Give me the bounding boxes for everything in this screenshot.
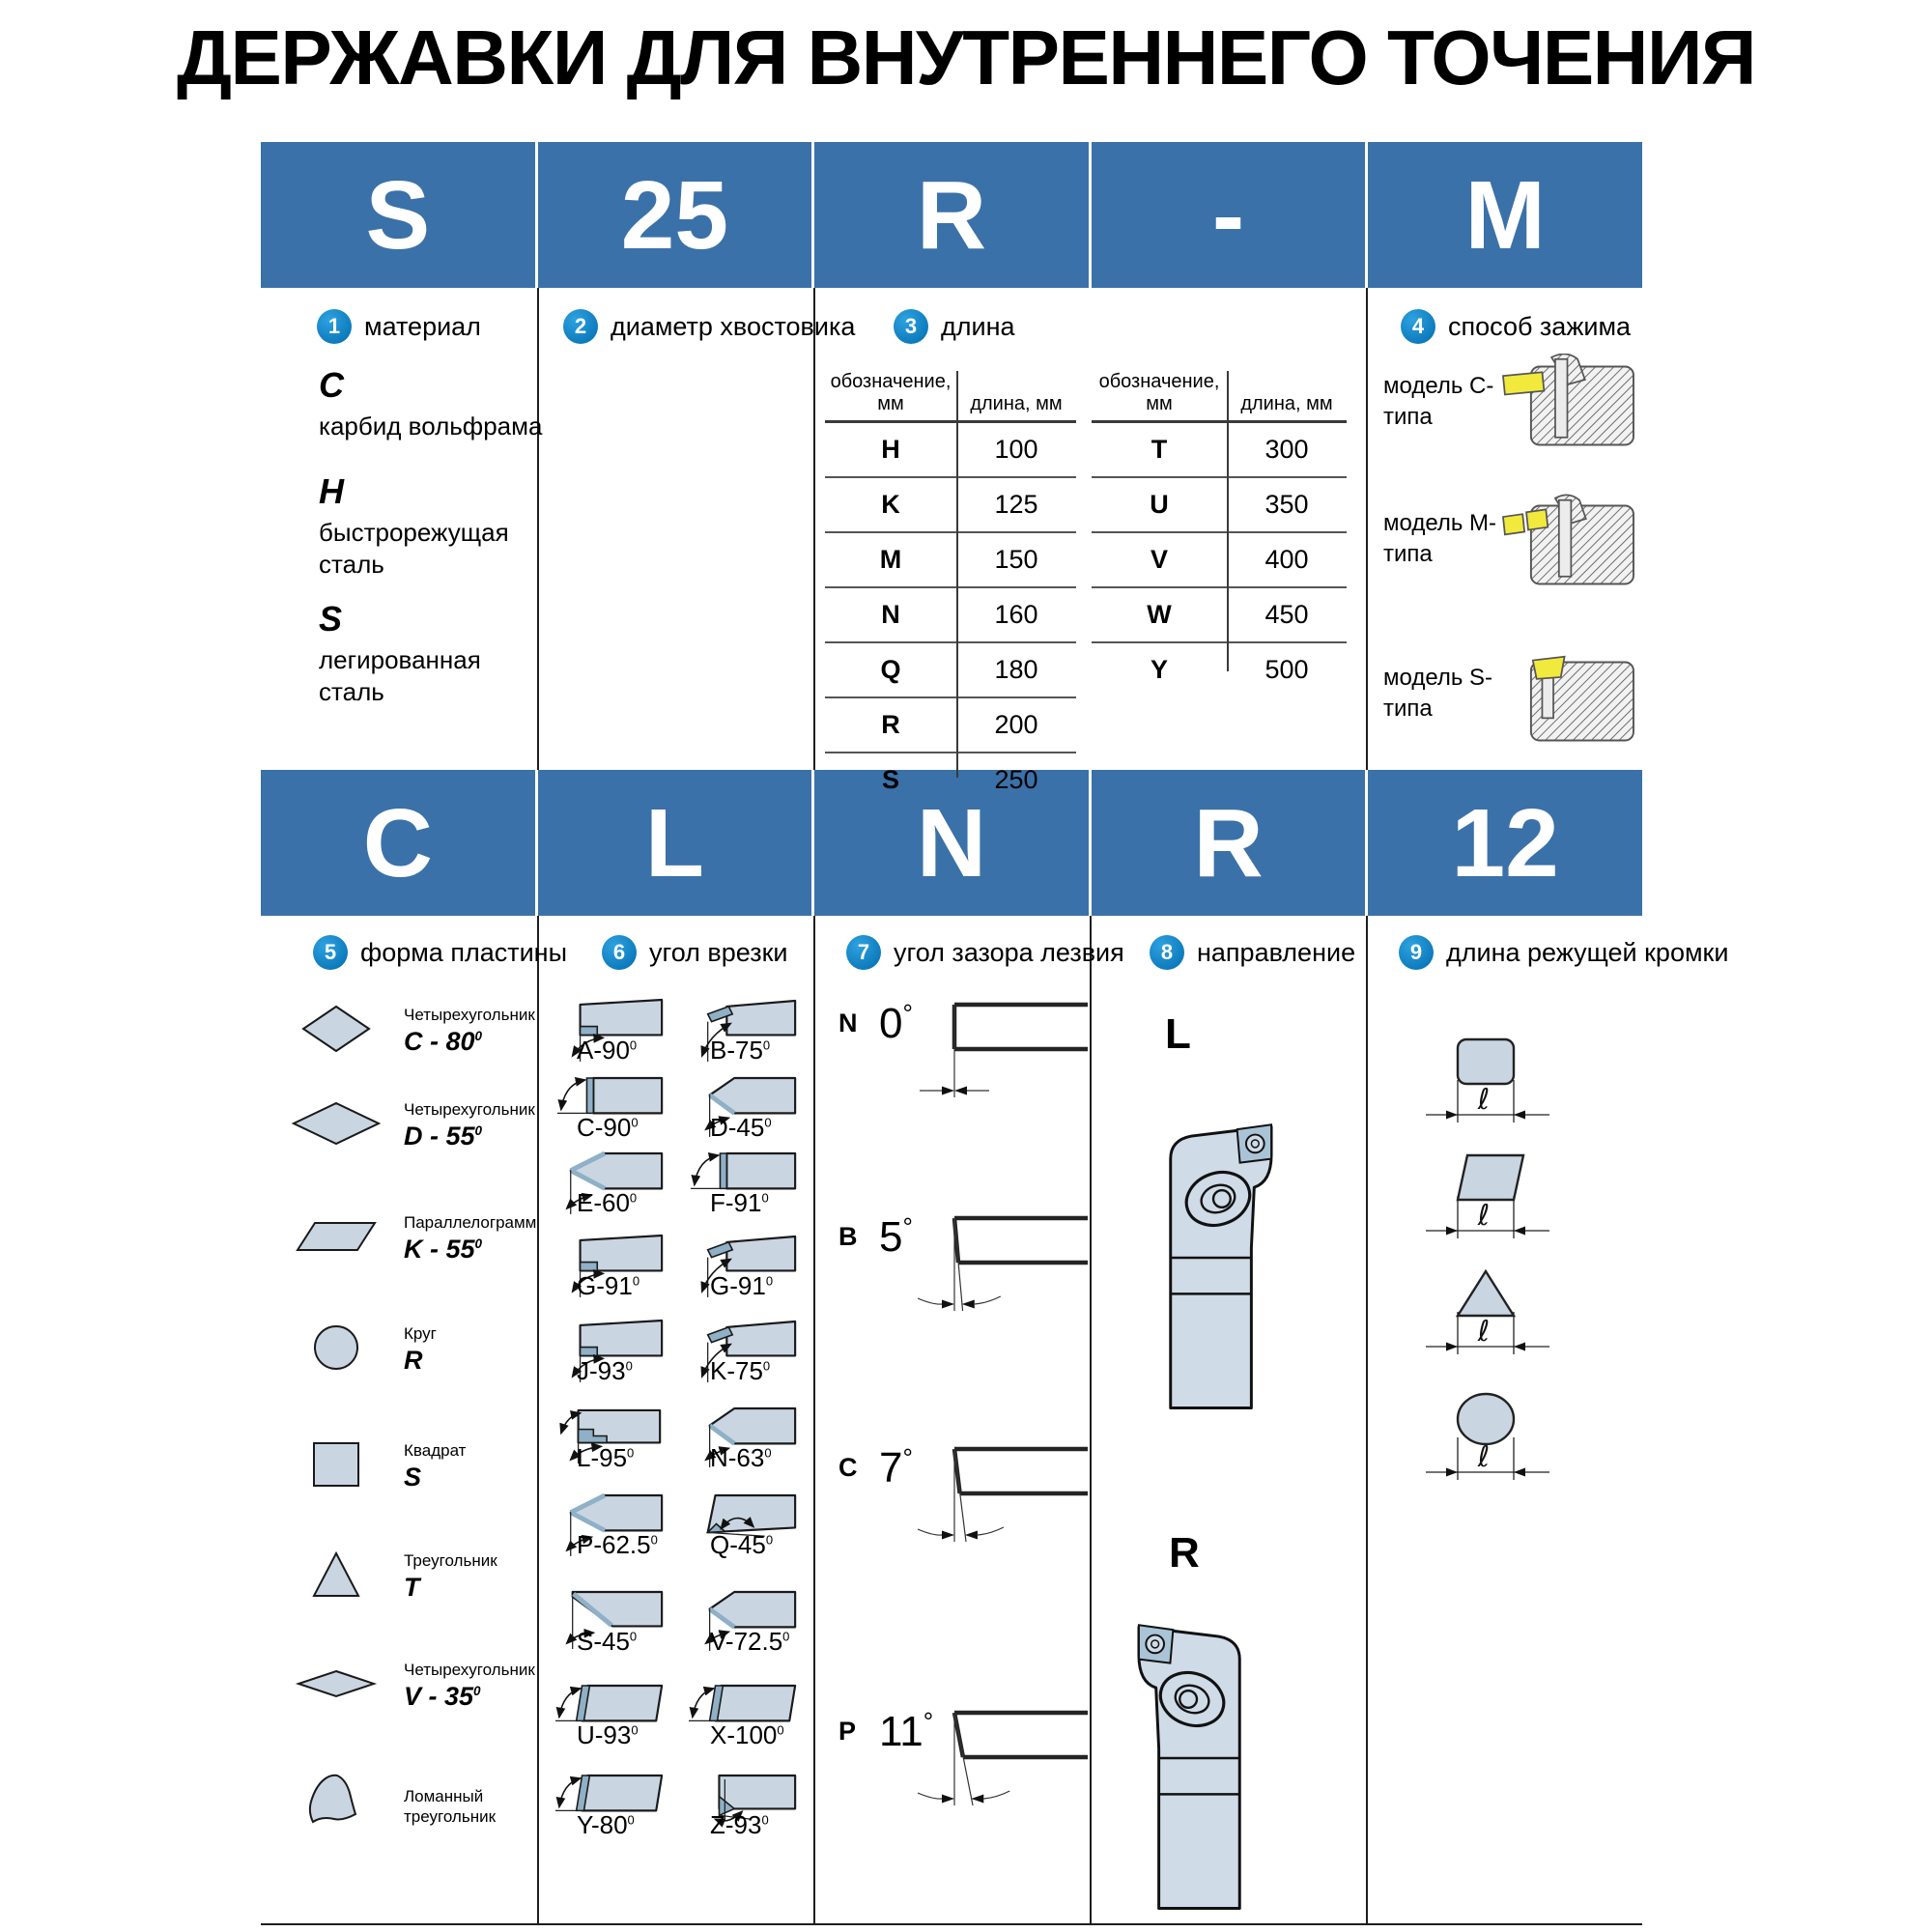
length-table-row (825, 531, 1076, 586)
section-edge-header (1399, 935, 1728, 970)
cutting-angle-sup: 0 (777, 1722, 784, 1738)
material-description: легированная сталь (319, 645, 481, 707)
column-divider-line (1366, 916, 1368, 1925)
cutting-angle-label (710, 1271, 773, 1301)
length-table-divider (1227, 371, 1229, 671)
insert-shape-name: Параллелограмм (404, 1212, 537, 1232)
edge-length-item (1420, 1034, 1555, 1147)
cutting-angle-sup: 0 (629, 1190, 638, 1206)
code-cell (538, 770, 812, 916)
section-angle-header (602, 935, 788, 970)
svg-text:ℓ: ℓ (1477, 1440, 1491, 1474)
cutting-angle-code: Z-93 (710, 1810, 762, 1839)
degree-icon: ° (902, 1443, 913, 1472)
length-value: 200 (994, 710, 1038, 739)
code-cell-text: R (1193, 788, 1264, 897)
insert-shape-name: Четырехугольник (404, 1660, 535, 1679)
insert-shape-item (269, 1190, 576, 1287)
cutting-angle-code: F-91 (710, 1188, 762, 1217)
insert-shape-item (269, 1301, 576, 1398)
length-value: 350 (1264, 490, 1309, 519)
insert-shape-code-text: C - 80 (404, 1027, 475, 1057)
cutting-angle-sup: 0 (627, 1812, 635, 1828)
insert-shape-label (404, 1786, 576, 1828)
insert-shape-name: Четырехугольник (404, 1005, 535, 1024)
direction-l-tool-drawing (1155, 1104, 1274, 1416)
cutting-angle-item (689, 1768, 803, 1843)
length-table-left (825, 371, 1076, 807)
clearance-letter: C (838, 1453, 858, 1482)
cutting-angle-sup: 0 (631, 1722, 639, 1738)
cutting-angle-label (710, 1627, 789, 1657)
direction-r-label: R (1169, 1529, 1200, 1577)
code-cell (261, 770, 535, 916)
length-table-row (825, 696, 1076, 752)
section-shape-header (313, 935, 567, 970)
section-material-label: материал (364, 311, 481, 341)
length-value: 450 (1264, 600, 1309, 629)
code-cell (261, 142, 535, 288)
length-table-row (825, 476, 1076, 531)
clearance-profile-drawing (918, 1208, 1096, 1324)
clearance-letter: P (838, 1717, 857, 1746)
clamp-model-m-drawing (1497, 493, 1637, 602)
insert-shape-square-icon (269, 1416, 404, 1518)
badge-2-icon: 2 (563, 309, 598, 344)
length-value: 250 (994, 765, 1038, 794)
insert-shape-code-text: D - 55 (404, 1122, 475, 1151)
cutting-angle-code: Y-80 (577, 1810, 628, 1839)
page-title: ДЕРЖАВКИ ДЛЯ ВНУТРЕННЕГО ТОЧЕНИЯ (177, 14, 1755, 100)
material-code: C (319, 365, 344, 405)
badge-3-icon: 3 (894, 309, 928, 344)
cutting-angle-label (710, 1188, 769, 1218)
insert-shape-code-text: R (404, 1346, 423, 1376)
material-description: карбид вольфрама (319, 412, 543, 440)
code-cell-text: N (916, 788, 987, 897)
cutting-angle-sup: 0 (762, 1037, 771, 1053)
cutting-angle-code: J-93 (577, 1356, 626, 1385)
badge-5-icon: 5 (313, 935, 348, 970)
clearance-value-number: 7 (879, 1444, 903, 1492)
length-designation: W (1147, 600, 1172, 629)
code-cell (1092, 142, 1366, 288)
bottom-border-line (261, 1923, 1642, 1925)
cutting-angle-item (555, 993, 669, 1068)
insert-shape-item (269, 1077, 576, 1174)
direction-l-label: L (1165, 1010, 1191, 1058)
insert-shape-code-sup: 0 (474, 1123, 483, 1139)
code-row-top (261, 142, 1642, 288)
cutting-angle-item (555, 1401, 669, 1476)
clearance-angle-item (837, 987, 1107, 1122)
insert-shape-code (404, 1235, 576, 1264)
insert-shape-label (404, 1005, 576, 1057)
insert-shape-code (404, 1027, 576, 1057)
material-item (319, 365, 560, 442)
length-table-row (1092, 641, 1347, 696)
cutting-angle-code: A-90 (577, 1036, 630, 1065)
code-cell (1368, 770, 1642, 916)
cutting-angle-label (710, 1036, 770, 1065)
cutting-angle-item (689, 993, 803, 1068)
length-col-designation: обозначение, мм (830, 371, 952, 414)
material-item (319, 471, 560, 582)
badge-7-icon: 7 (846, 935, 881, 970)
insert-shape-code (404, 1122, 576, 1151)
insert-shape-diamond55-icon (269, 1075, 404, 1177)
cutting-angle-label (710, 1810, 769, 1840)
material-code: H (319, 471, 344, 511)
cutting-angle-sup: 0 (782, 1629, 790, 1644)
length-designation: S (881, 765, 899, 794)
section-clearance-label: угол зазора лезвия (894, 937, 1124, 967)
clearance-profile-drawing (918, 995, 1096, 1111)
clearance-angle-item (837, 1695, 1107, 1831)
clearance-value (879, 1443, 913, 1492)
badge-1-icon: 1 (317, 309, 352, 344)
cutting-angle-sup: 0 (625, 1358, 633, 1374)
cutting-angle-label (577, 1720, 639, 1750)
insert-shape-code-text: T (404, 1573, 420, 1603)
insert-shape-code (404, 1346, 576, 1376)
cutting-angle-item (689, 1678, 803, 1753)
cutting-angle-code: G-91 (577, 1271, 633, 1300)
cutting-angle-label (577, 1530, 658, 1560)
length-table-divider (956, 371, 958, 778)
cutting-angle-item (555, 1678, 669, 1753)
section-shank-header (563, 309, 855, 344)
length-designation: V (1150, 545, 1168, 574)
cutting-angle-item (689, 1488, 803, 1563)
length-table-header (825, 371, 1076, 423)
cutting-angle-item (689, 1401, 803, 1476)
insert-shape-code-text: K - 55 (404, 1235, 475, 1264)
section-edge-label: длина режущей кромки (1446, 937, 1729, 967)
cutting-angle-label (577, 1271, 639, 1301)
length-table-row (1092, 531, 1347, 586)
cutting-angle-sup: 0 (762, 1358, 771, 1374)
cutting-angle-label (710, 1356, 770, 1386)
cutting-angle-item (555, 1314, 669, 1389)
edge-length-item (1420, 1150, 1555, 1263)
insert-shape-label (404, 1660, 576, 1712)
cutting-angle-item (555, 1070, 669, 1146)
cutting-angle-item (555, 1146, 669, 1221)
cutting-angle-code: C-90 (577, 1113, 632, 1142)
insert-shape-item (269, 982, 576, 1079)
cutting-angle-code: Q-45 (710, 1530, 766, 1559)
cutting-angle-sup: 0 (765, 1273, 774, 1289)
clearance-letter: B (838, 1222, 858, 1251)
svg-text:ℓ: ℓ (1477, 1315, 1491, 1349)
insert-shape-code-sup: 0 (474, 1029, 483, 1044)
cutting-angle-code: P-62.5 (577, 1530, 651, 1559)
edge-length-item (1420, 1391, 1555, 1504)
length-table-right (1092, 371, 1347, 696)
insert-shape-parallelogram-icon (269, 1188, 404, 1290)
insert-shape-name: Ломанный треугольник (404, 1786, 497, 1826)
length-table-row (825, 423, 1076, 476)
insert-shape-label (404, 1440, 576, 1492)
length-designation: Q (880, 655, 901, 684)
length-value: 300 (1264, 435, 1309, 464)
section-clamp-header (1401, 309, 1631, 344)
cutting-angle-code: E-60 (577, 1188, 630, 1217)
clearance-angle-item (837, 1432, 1107, 1567)
code-cell-text: R (916, 160, 987, 270)
section-direction-header (1150, 935, 1355, 970)
length-table-row (1092, 423, 1347, 476)
cutting-angle-label (710, 1720, 784, 1750)
cutting-angle-sup: 0 (629, 1629, 638, 1644)
badge-4-icon: 4 (1401, 309, 1435, 344)
length-col-length: длина, мм (1240, 393, 1333, 414)
insert-shape-code (404, 1682, 576, 1712)
cutting-angle-label (577, 1356, 633, 1386)
length-value: 160 (994, 600, 1038, 629)
clearance-value-number: 11 (879, 1708, 923, 1755)
cutting-angle-item (689, 1314, 803, 1389)
cutting-angle-sup: 0 (650, 1532, 658, 1548)
insert-shape-diamond80-icon (269, 980, 404, 1082)
cutting-angle-code: N-63 (710, 1443, 765, 1472)
section-clearance-header (846, 935, 1124, 970)
insert-shape-diamond35-icon (269, 1635, 404, 1737)
insert-shape-name: Треугольник (404, 1550, 497, 1570)
cutting-angle-label (710, 1443, 772, 1473)
clearance-value-number: 5 (879, 1213, 903, 1261)
code-cell (1368, 142, 1642, 288)
cutting-angle-code: S-45 (577, 1627, 630, 1656)
code-cell (814, 142, 1089, 288)
length-designation: R (881, 710, 900, 739)
clearance-letter: N (838, 1009, 858, 1037)
cutting-angle-label (710, 1530, 773, 1560)
section-shank-label: диаметр хвостовика (611, 311, 856, 341)
length-designation: Y (1150, 655, 1168, 684)
degree-icon: ° (902, 999, 913, 1028)
column-divider-line (813, 916, 815, 1925)
cutting-angle-sup: 0 (632, 1273, 640, 1289)
insert-shape-trigon-icon (269, 1756, 404, 1858)
cutting-angle-item (689, 1229, 803, 1304)
length-value: 100 (994, 435, 1038, 464)
cutting-angle-item (555, 1488, 669, 1563)
clearance-value (879, 1212, 913, 1262)
length-table-row (1092, 476, 1347, 531)
material-code: S (319, 599, 343, 639)
cutting-angle-code: U-93 (577, 1720, 632, 1749)
clearance-value (879, 999, 913, 1048)
cutting-angle-label (710, 1113, 772, 1143)
length-designation: K (881, 490, 900, 519)
cutting-angle-item (555, 1229, 669, 1304)
insert-shape-code-text: S (404, 1463, 422, 1492)
clearance-angle-item (837, 1201, 1107, 1336)
section-material-header (317, 309, 481, 344)
cutting-angle-label (577, 1188, 637, 1218)
cutting-angle-sup: 0 (627, 1445, 635, 1461)
length-value: 400 (1264, 545, 1309, 574)
clamp-model-label: модель C-типа (1383, 373, 1494, 430)
length-designation: N (881, 600, 900, 629)
direction-r-tool-drawing (1136, 1605, 1255, 1917)
cutting-angle-code: V-72.5 (710, 1627, 783, 1656)
length-value: 500 (1264, 655, 1309, 684)
code-cell-text: 12 (1451, 788, 1559, 897)
length-designation: H (881, 435, 900, 464)
length-table-header (1092, 371, 1347, 423)
clamp-model-s-drawing (1497, 649, 1637, 758)
code-cell-text: M (1464, 160, 1546, 270)
clearance-profile-drawing (918, 1703, 1096, 1819)
insert-shape-code-text: V - 35 (404, 1682, 474, 1712)
cutting-angle-sup: 0 (761, 1190, 769, 1206)
clamp-model-c-drawing (1497, 354, 1637, 463)
code-cell (538, 142, 812, 288)
insert-shape-item (269, 1528, 576, 1625)
section-length-label: длина (941, 311, 1015, 341)
code-cell-text: S (365, 160, 431, 270)
length-table-row (825, 641, 1076, 696)
length-table-row (1092, 586, 1347, 641)
cutting-angle-sup: 0 (631, 1115, 639, 1130)
insert-shape-label (404, 1323, 576, 1376)
code-cell (1092, 770, 1366, 916)
cutting-angle-sup: 0 (765, 1532, 774, 1548)
cutting-angle-code: G-91 (710, 1271, 766, 1300)
insert-shape-name: Квадрат (404, 1440, 467, 1460)
code-cell-text: - (1211, 160, 1245, 270)
section-length-header (894, 309, 1015, 344)
insert-shape-name: Круг (404, 1323, 437, 1343)
cutting-angle-code: D-45 (710, 1113, 765, 1142)
cutting-angle-item (555, 1584, 669, 1660)
length-value: 180 (994, 655, 1038, 684)
cutting-angle-code: B-75 (710, 1036, 763, 1065)
material-item (319, 599, 560, 709)
insert-shape-item (269, 1418, 576, 1515)
cutting-angle-code: X-100 (710, 1720, 778, 1749)
cutting-angle-sup: 0 (764, 1115, 772, 1130)
cutting-angle-item (689, 1070, 803, 1146)
cutting-angle-item (555, 1768, 669, 1843)
insert-shape-item (269, 1637, 576, 1734)
badge-9-icon: 9 (1399, 935, 1434, 970)
cutting-angle-sup: 0 (629, 1037, 638, 1053)
cutting-angle-code: L-95 (577, 1443, 628, 1472)
cutting-angle-item (689, 1584, 803, 1660)
length-value: 125 (994, 490, 1038, 519)
cutting-angle-code: K-75 (710, 1356, 763, 1385)
insert-shape-code (404, 1573, 576, 1603)
insert-shape-name: Четырехугольник (404, 1099, 535, 1119)
length-designation: U (1150, 490, 1169, 519)
column-divider-line (813, 288, 815, 770)
insert-shape-code-sup: 0 (473, 1684, 481, 1699)
cutting-angle-label (577, 1810, 635, 1840)
clearance-value-number: 0 (879, 1000, 903, 1047)
code-cell-text: L (644, 788, 704, 897)
length-designation: M (879, 545, 902, 574)
degree-icon: ° (902, 1212, 913, 1241)
insert-shape-label (404, 1550, 576, 1603)
svg-text:ℓ: ℓ (1477, 1083, 1491, 1117)
code-cell-text: 25 (620, 160, 728, 270)
insert-shape-item (269, 1758, 576, 1855)
length-value: 150 (994, 545, 1038, 574)
length-col-length: длина, мм (970, 393, 1063, 414)
clamp-model-label: модель S-типа (1383, 665, 1493, 722)
length-designation: T (1151, 435, 1168, 464)
cutting-angle-label (577, 1113, 639, 1143)
cutting-angle-label (577, 1443, 634, 1473)
insert-shape-triangle-icon (269, 1526, 404, 1628)
cutting-angle-sup: 0 (761, 1812, 769, 1828)
material-description: быстрорежущая сталь (319, 518, 509, 580)
insert-shape-label (404, 1099, 576, 1151)
cutting-angle-label (577, 1036, 637, 1065)
length-table-row (825, 752, 1076, 807)
length-table-row (825, 586, 1076, 641)
section-clamp-label: способ зажима (1448, 311, 1632, 341)
section-angle-label: угол врезки (649, 937, 788, 967)
cutting-angle-sup: 0 (764, 1445, 772, 1461)
code-cell-text: C (362, 788, 433, 897)
insert-shape-circle-icon (269, 1299, 404, 1401)
badge-6-icon: 6 (602, 935, 637, 970)
column-divider-line (1366, 288, 1368, 770)
cutting-angle-item (689, 1146, 803, 1221)
insert-shape-code-sup: 0 (474, 1236, 483, 1252)
clearance-profile-drawing (918, 1439, 1096, 1555)
badge-8-icon: 8 (1150, 935, 1184, 970)
degree-icon: ° (923, 1707, 934, 1736)
section-shape-label: форма пластины (360, 937, 567, 967)
edge-length-item (1420, 1265, 1555, 1378)
cutting-angle-label (577, 1627, 637, 1657)
insert-shape-label (404, 1212, 576, 1264)
clamp-model-label: модель M-типа (1383, 510, 1497, 567)
length-col-designation: обозначение, мм (1098, 371, 1220, 414)
section-direction-label: направление (1197, 937, 1356, 967)
insert-shape-code (404, 1463, 576, 1492)
svg-text:ℓ: ℓ (1477, 1199, 1491, 1233)
